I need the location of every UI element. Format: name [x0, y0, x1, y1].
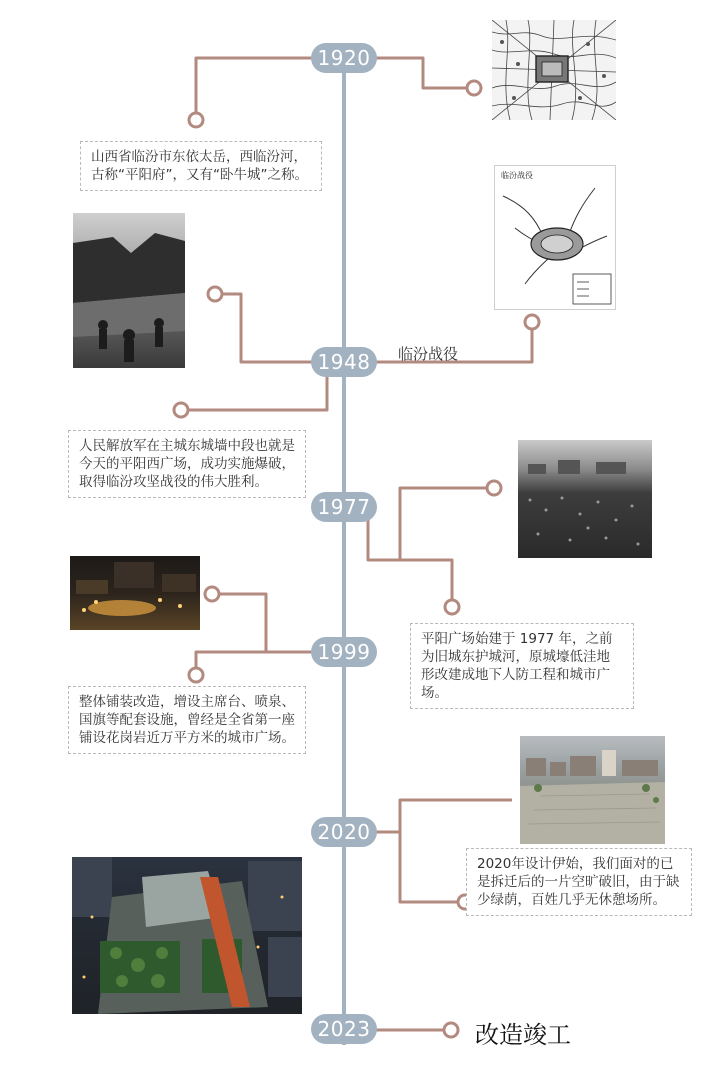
empty-square-graphic [520, 736, 665, 844]
photo-1977-crowd [518, 440, 652, 558]
note-1948: 人民解放军在主城东城墙中段也就是今天的平阳西广场，成功实施爆破，取得临汾攻坚战役的伟大胜利。 [68, 430, 306, 498]
node-1977-right [487, 481, 501, 495]
connector-1999-lower [196, 652, 266, 668]
night-square-graphic [70, 556, 200, 630]
node-1948-right [525, 315, 539, 329]
connector-2020-lower [400, 832, 460, 902]
year-1999: 1999 [311, 637, 377, 667]
year-2020: 2020 [311, 817, 377, 847]
photo-1920-map [492, 20, 616, 120]
connector-1977 [368, 507, 452, 600]
renovated-plaza-graphic [72, 857, 302, 1014]
photo-2020-empty-square [520, 736, 665, 844]
year-1920: 1920 [311, 43, 377, 73]
note-1977: 平阳广场始建于 1977 年，之前为旧城东护城河，原城壕低洼地形改建成地下人防工程和城市广场。 [410, 623, 634, 709]
label-linfen-campaign: 临汾战役 [398, 345, 459, 363]
node-1999-lower [189, 668, 203, 682]
node-1999-upper [205, 587, 219, 601]
connector-1920-left [196, 58, 312, 115]
photo-1948-battle-map [494, 165, 616, 310]
crowd-graphic [518, 440, 652, 558]
node-1920-right [467, 81, 481, 95]
note-1920: 山西省临汾市东依太岳，西临汾河，古称“平阳府”，又有“卧牛城”之称。 [80, 141, 322, 191]
connector-1999-upper [220, 594, 312, 652]
connector-1977-branch [400, 488, 488, 560]
photo-1999-night-square [70, 556, 200, 630]
svg-text:临汾战役: 临汾战役 [501, 171, 533, 180]
node-1948-lower-left [174, 403, 188, 417]
connector-2020-upper [376, 800, 512, 832]
connector-1948-lower-left [188, 374, 327, 410]
year-1948: 1948 [311, 347, 377, 377]
photo-2023-renovated-plaza [72, 857, 302, 1014]
city-wall-graphic [73, 213, 185, 368]
connector-1948-upper-left [220, 294, 312, 362]
note-1999: 整体铺装改造，增设主席台、喷泉、国旗等配套设施，曾经是全省第一座铺设花岗岩近万平方米的城市广场。 [68, 686, 306, 754]
node-1948-upper-left [208, 287, 222, 301]
note-2020: 2020年设计伊始，我们面对的已是拆迁后的一片空旷破旧，由于缺少绿荫，百姓几乎无休憩场所。 [466, 848, 692, 916]
battle-map-graphic [495, 166, 615, 309]
photo-1948-city-wall [73, 213, 185, 368]
old-city-map-graphic [492, 20, 616, 120]
year-2023: 2023 [311, 1014, 377, 1044]
label-completion: 改造竣工 [475, 1021, 571, 1049]
node-1977-lower [445, 600, 459, 614]
node-2023 [444, 1023, 458, 1037]
year-1977: 1977 [311, 492, 377, 522]
node-1920-left [189, 113, 203, 127]
connector-1920-right [376, 58, 468, 88]
